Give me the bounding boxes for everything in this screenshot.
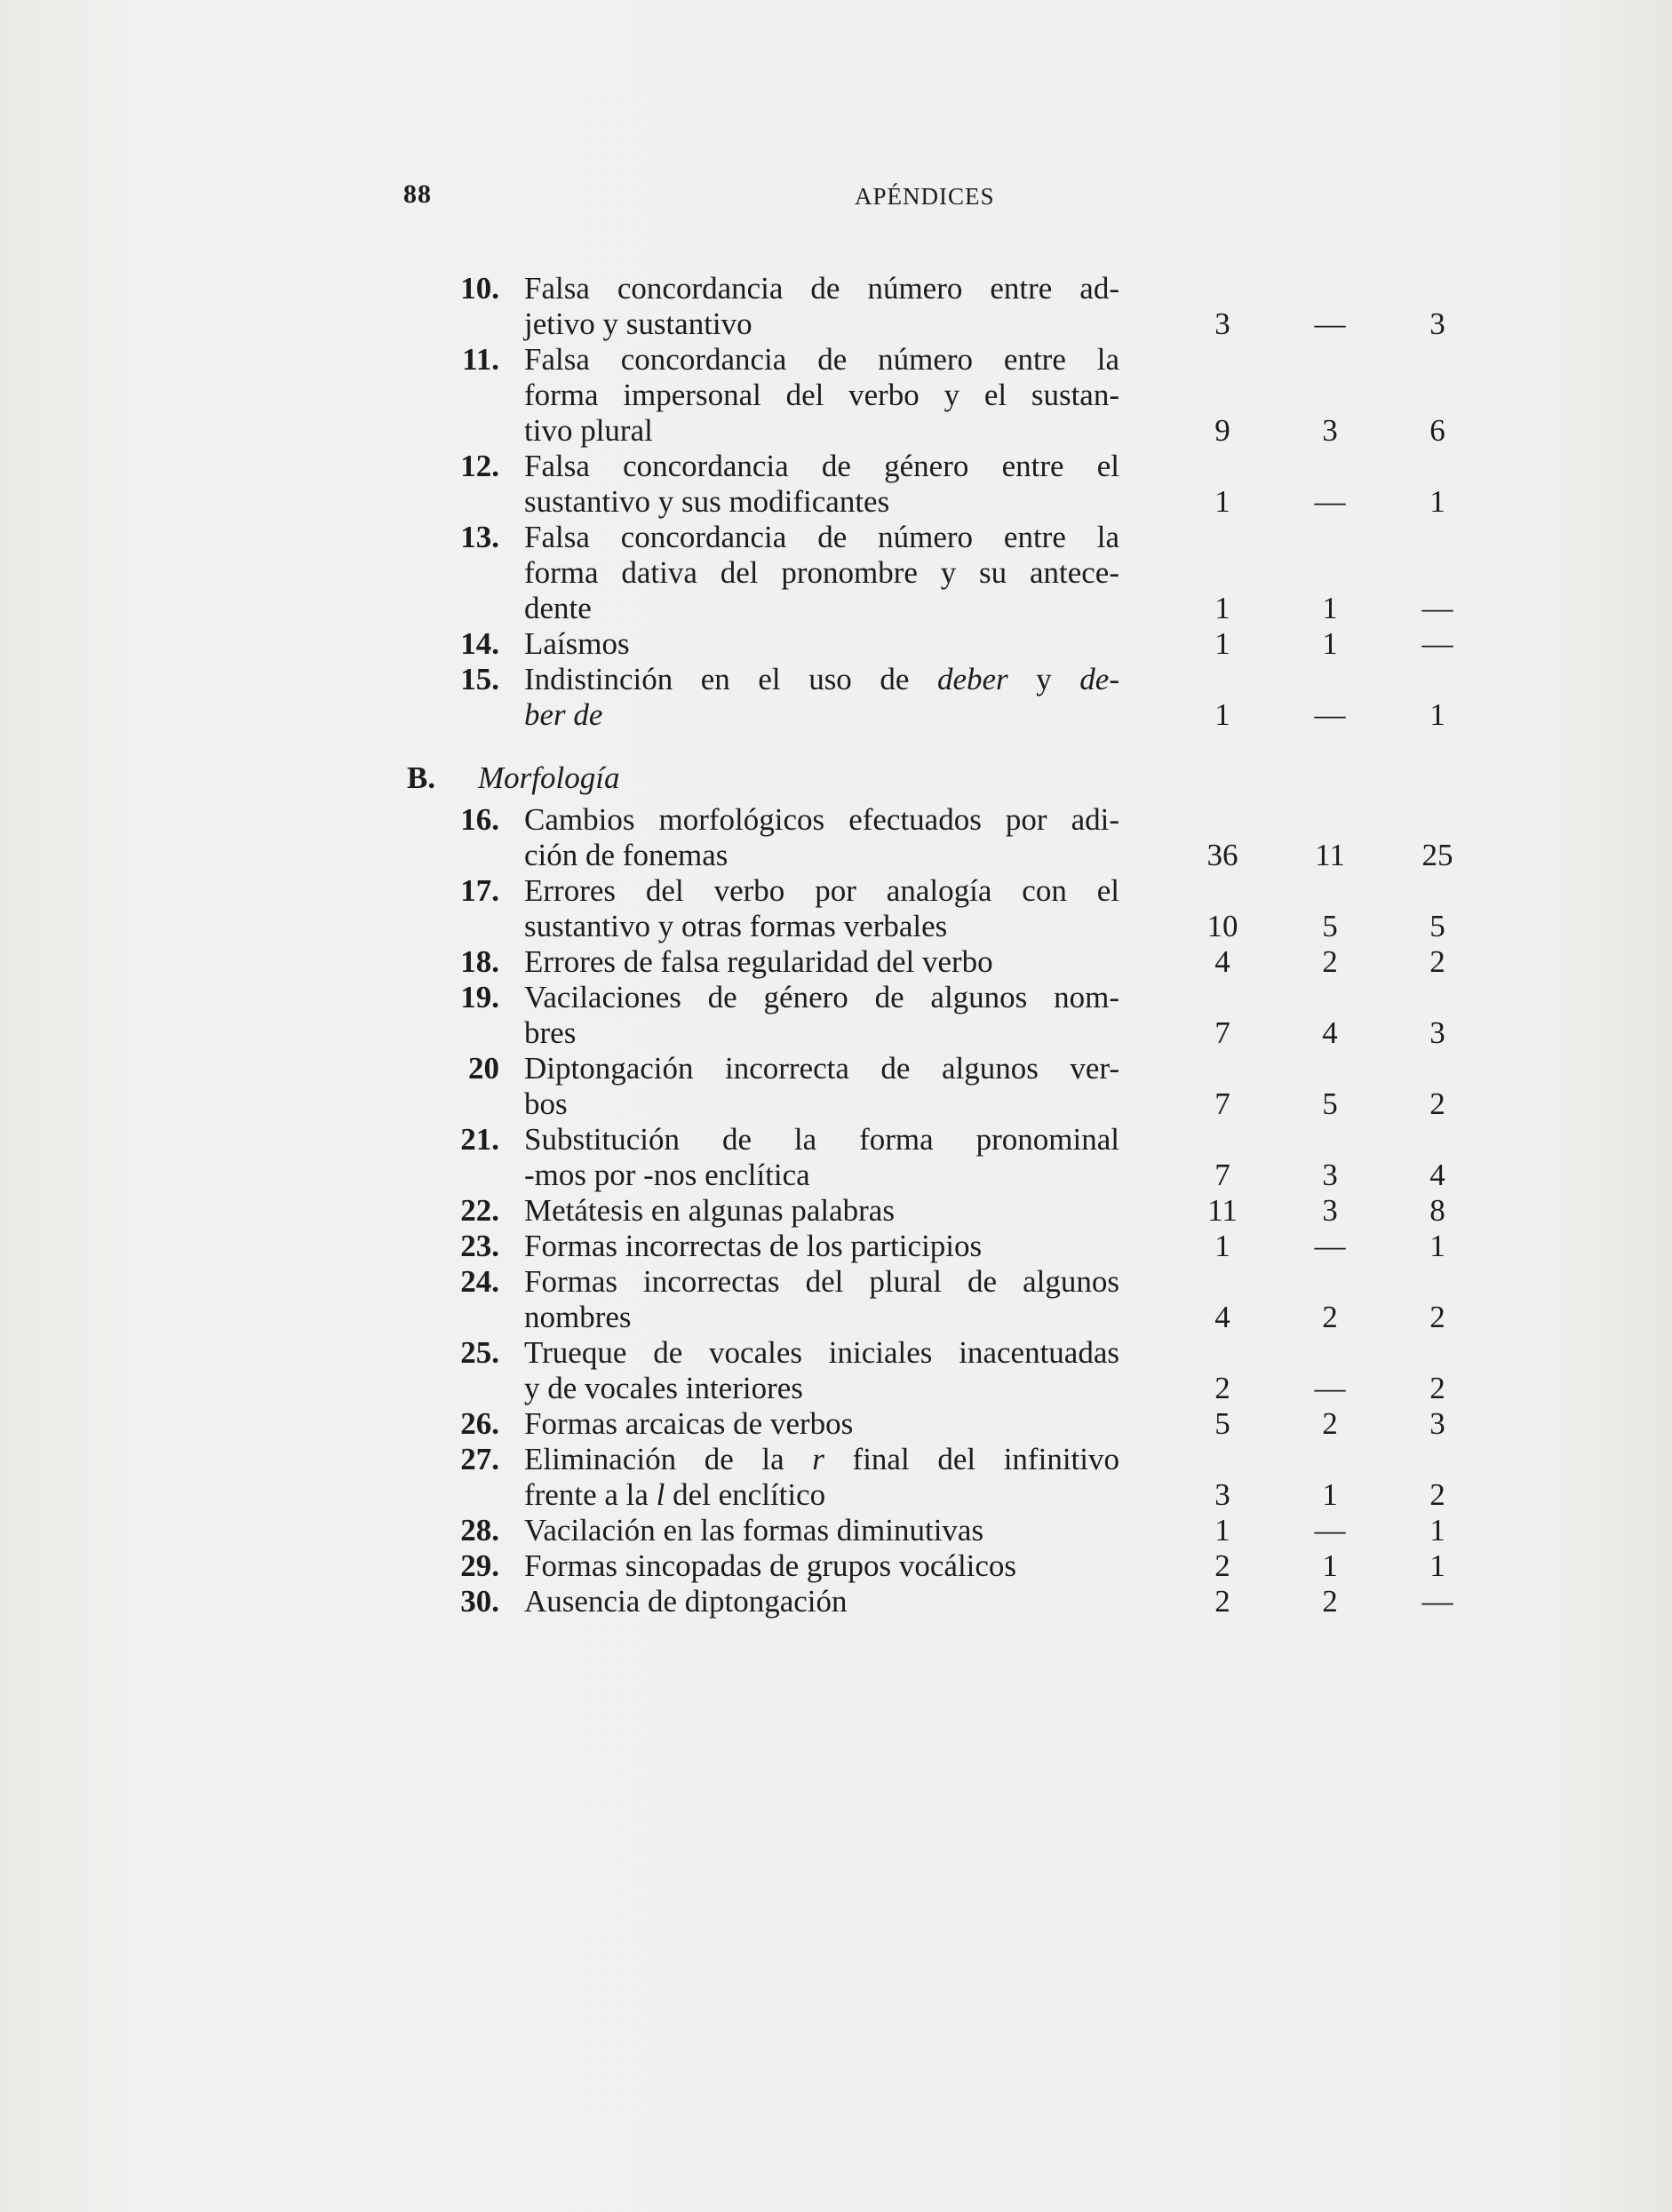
count-cell: 1 [1214,697,1230,732]
table-row [0,802,1672,873]
row-line [0,306,1672,342]
running-head: APÉNDICES [855,183,995,210]
item-description: forma impersonal del verbo y el sustan- [524,378,1119,412]
count-cell: 1 [1429,697,1445,732]
item-number: 19. [460,980,499,1014]
count-cell: 1 [1214,1513,1230,1548]
row-line [0,1300,1672,1335]
table-row [0,1442,1672,1513]
table-row [0,980,1672,1051]
count-cell: — [1421,626,1453,661]
item-number: 29. [460,1548,499,1583]
table-row [0,449,1672,520]
item-description: Metátesis en algunas palabras [524,1193,895,1228]
row-line [0,873,1672,909]
count-cell: 6 [1429,413,1445,448]
table-row [0,944,1672,980]
item-number: 15. [460,662,499,696]
count-cell: 25 [1421,838,1453,872]
count-cell: 11 [1207,1193,1238,1228]
row-line [0,1193,1672,1229]
item-description: Falsa concordancia de número entre ad- [524,271,1119,306]
count-cell: 1 [1322,591,1338,625]
table-row [0,1584,1672,1619]
count-cell: 2 [1322,944,1338,979]
item-description: y de vocales interiores [524,1371,803,1405]
count-cell: 1 [1429,1548,1445,1583]
count-cell: 5 [1429,909,1445,943]
item-description: forma dativa del pronombre y su antece- [524,555,1119,590]
item-description: bos [524,1086,568,1121]
table-row [0,662,1672,733]
count-cell: 1 [1214,484,1230,519]
table-row [0,1229,1672,1264]
item-description: jetivo y sustantivo [524,306,752,341]
table-row [0,1406,1672,1442]
section-gap [0,733,1672,742]
row-line [0,1335,1672,1371]
table-row [0,1548,1672,1584]
row-line [0,1051,1672,1086]
item-description: Diptongación incorrecta de algunos ver- [524,1051,1119,1086]
count-cell: 5 [1322,909,1338,943]
count-cell: 2 [1214,1584,1230,1619]
item-number: 20 [468,1051,499,1086]
row-line [0,909,1672,944]
row-line [0,1086,1672,1122]
count-cell: 2 [1429,1371,1445,1405]
count-cell: — [1421,591,1453,625]
count-cell: 3 [1429,306,1445,341]
row-line [0,520,1672,555]
count-cell: 1 [1214,591,1230,625]
count-cell: 4 [1214,944,1230,979]
item-description: Formas arcaicas de verbos [524,1406,854,1441]
count-cell: 4 [1214,1300,1230,1334]
count-cell: 7 [1214,1086,1230,1121]
table-row [0,342,1672,449]
item-description: Errores del verbo por analogía con el [524,873,1119,908]
item-description: Falsa concordancia de número entre la [524,342,1119,377]
row-line [0,1584,1672,1619]
row-line [0,1406,1672,1442]
row-line [0,591,1672,626]
count-cell: 1 [1214,626,1230,661]
table-row [0,1513,1672,1548]
item-description: Substitución de la forma pronominal [524,1122,1119,1157]
errors-table [0,271,1672,1619]
item-description: nombres [524,1300,632,1334]
count-cell: 4 [1322,1015,1338,1050]
count-cell: — [1314,1371,1346,1405]
count-cell: 2 [1322,1584,1338,1619]
count-cell: 3 [1429,1406,1445,1441]
count-cell: — [1314,1229,1346,1263]
count-cell: 36 [1206,838,1238,872]
item-description: ber de [524,697,603,732]
count-cell: 1 [1322,1548,1338,1583]
row-line [0,1442,1672,1477]
table-row [0,1193,1672,1229]
item-description: sustantivo y sus modificantes [524,484,890,519]
row-line [0,1264,1672,1300]
count-cell: 2 [1322,1406,1338,1441]
item-description: Trueque de vocales iniciales inacentuadas [524,1335,1119,1370]
table-row [0,1122,1672,1193]
count-cell: 8 [1429,1193,1445,1228]
item-description: Ausencia de diptongación [524,1584,848,1619]
item-number: 16. [460,802,499,837]
count-cell: 4 [1429,1158,1445,1192]
item-number: 23. [460,1229,499,1263]
item-number: 22. [460,1193,499,1228]
count-cell: 1 [1429,1229,1445,1263]
item-description: Formas incorrectas de los participios [524,1229,983,1263]
item-number: 30. [460,1584,499,1619]
item-number: 21. [460,1122,499,1157]
count-cell: 5 [1322,1086,1338,1121]
count-cell: 2 [1322,1300,1338,1334]
count-cell: 7 [1214,1158,1230,1192]
table-row [0,1335,1672,1406]
row-line [0,1477,1672,1513]
row-line [0,449,1672,484]
item-description: Falsa concordancia de número entre la [524,520,1119,554]
count-cell: 2 [1429,1086,1445,1121]
count-cell: 7 [1214,1015,1230,1050]
row-line [0,413,1672,449]
row-line [0,555,1672,591]
item-description: dente [524,591,592,625]
count-cell: — [1314,306,1346,341]
item-description: tivo plural [524,413,653,448]
row-line [0,1158,1672,1193]
item-description: Cambios morfológicos efectuados por adi- [524,802,1119,837]
item-description: ción de fonemas [524,838,729,872]
row-line [0,378,1672,413]
item-description: -mos por -nos enclítica [524,1158,810,1192]
row-line [0,1548,1672,1584]
item-description: frente a la l del enclítico [524,1477,826,1512]
row-line [0,944,1672,980]
row-line [0,1513,1672,1548]
item-description: Eliminación de la r final del infinitivo [524,1442,1119,1476]
section-title: Morfología [478,760,620,795]
item-number: 13. [460,520,499,554]
item-number: 10. [460,271,499,306]
count-cell: 10 [1206,909,1238,943]
item-number: 12. [460,449,499,483]
item-description: Formas sincopadas de grupos vocálicos [524,1548,1017,1583]
item-number: 18. [460,944,499,979]
count-cell: — [1314,1513,1346,1548]
section-heading [0,754,1672,802]
item-description: Indistinción en el uso de deber y de- [524,662,1119,696]
item-description: bres [524,1015,577,1050]
row-line [0,342,1672,378]
count-cell: 2 [1429,1300,1445,1334]
count-cell: 5 [1214,1406,1230,1441]
count-cell: 3 [1214,1477,1230,1512]
section-letter: B. [407,760,436,795]
count-cell: 1 [1429,1513,1445,1548]
row-line [0,1371,1672,1406]
row-line [0,662,1672,697]
item-description: Vacilaciones de género de algunos nom- [524,980,1119,1014]
item-description: Formas incorrectas del plural de algunos [524,1264,1119,1299]
count-cell: 2 [1214,1548,1230,1583]
item-number: 24. [460,1264,499,1299]
row-line [0,697,1672,733]
row-line [0,1122,1672,1158]
count-cell: — [1314,484,1346,519]
count-cell: — [1314,697,1346,732]
row-line [0,802,1672,838]
table-row [0,873,1672,944]
count-cell: 1 [1322,626,1338,661]
table-row [0,1264,1672,1335]
item-description: Falsa concordancia de género entre el [524,449,1119,483]
count-cell: 1 [1214,1229,1230,1263]
count-cell: 9 [1214,413,1230,448]
item-description: sustantivo y otras formas verbales [524,909,948,943]
count-cell: 2 [1214,1371,1230,1405]
item-number: 14. [460,626,499,661]
row-line [0,271,1672,306]
count-cell: 3 [1429,1015,1445,1050]
count-cell: — [1421,1584,1453,1619]
count-cell: 3 [1322,1193,1338,1228]
count-cell: 2 [1429,1477,1445,1512]
table-row [0,520,1672,626]
count-cell: 1 [1322,1477,1338,1512]
row-line [0,838,1672,873]
count-cell: 3 [1322,1158,1338,1192]
count-cell: 1 [1429,484,1445,519]
count-cell: 3 [1214,306,1230,341]
row-line [0,484,1672,520]
count-cell: 11 [1315,838,1345,872]
item-number: 17. [460,873,499,908]
row-line [0,626,1672,662]
page-header [0,179,1672,215]
table-row [0,626,1672,662]
item-description: Vacilación en las formas diminutivas [524,1513,984,1548]
item-number: 26. [460,1406,499,1441]
item-number: 27. [460,1442,499,1476]
item-description: Errores de falsa regularidad del verbo [524,944,993,979]
page-number: 88 [403,179,432,209]
item-number: 11. [462,342,499,377]
item-number: 28. [460,1513,499,1548]
table-row [0,271,1672,342]
item-number: 25. [460,1335,499,1370]
row-line [0,980,1672,1015]
row-line [0,1229,1672,1264]
item-description: Laísmos [524,626,630,661]
count-cell: 3 [1322,413,1338,448]
count-cell: 2 [1429,944,1445,979]
table-row [0,1051,1672,1122]
row-line [0,1015,1672,1051]
